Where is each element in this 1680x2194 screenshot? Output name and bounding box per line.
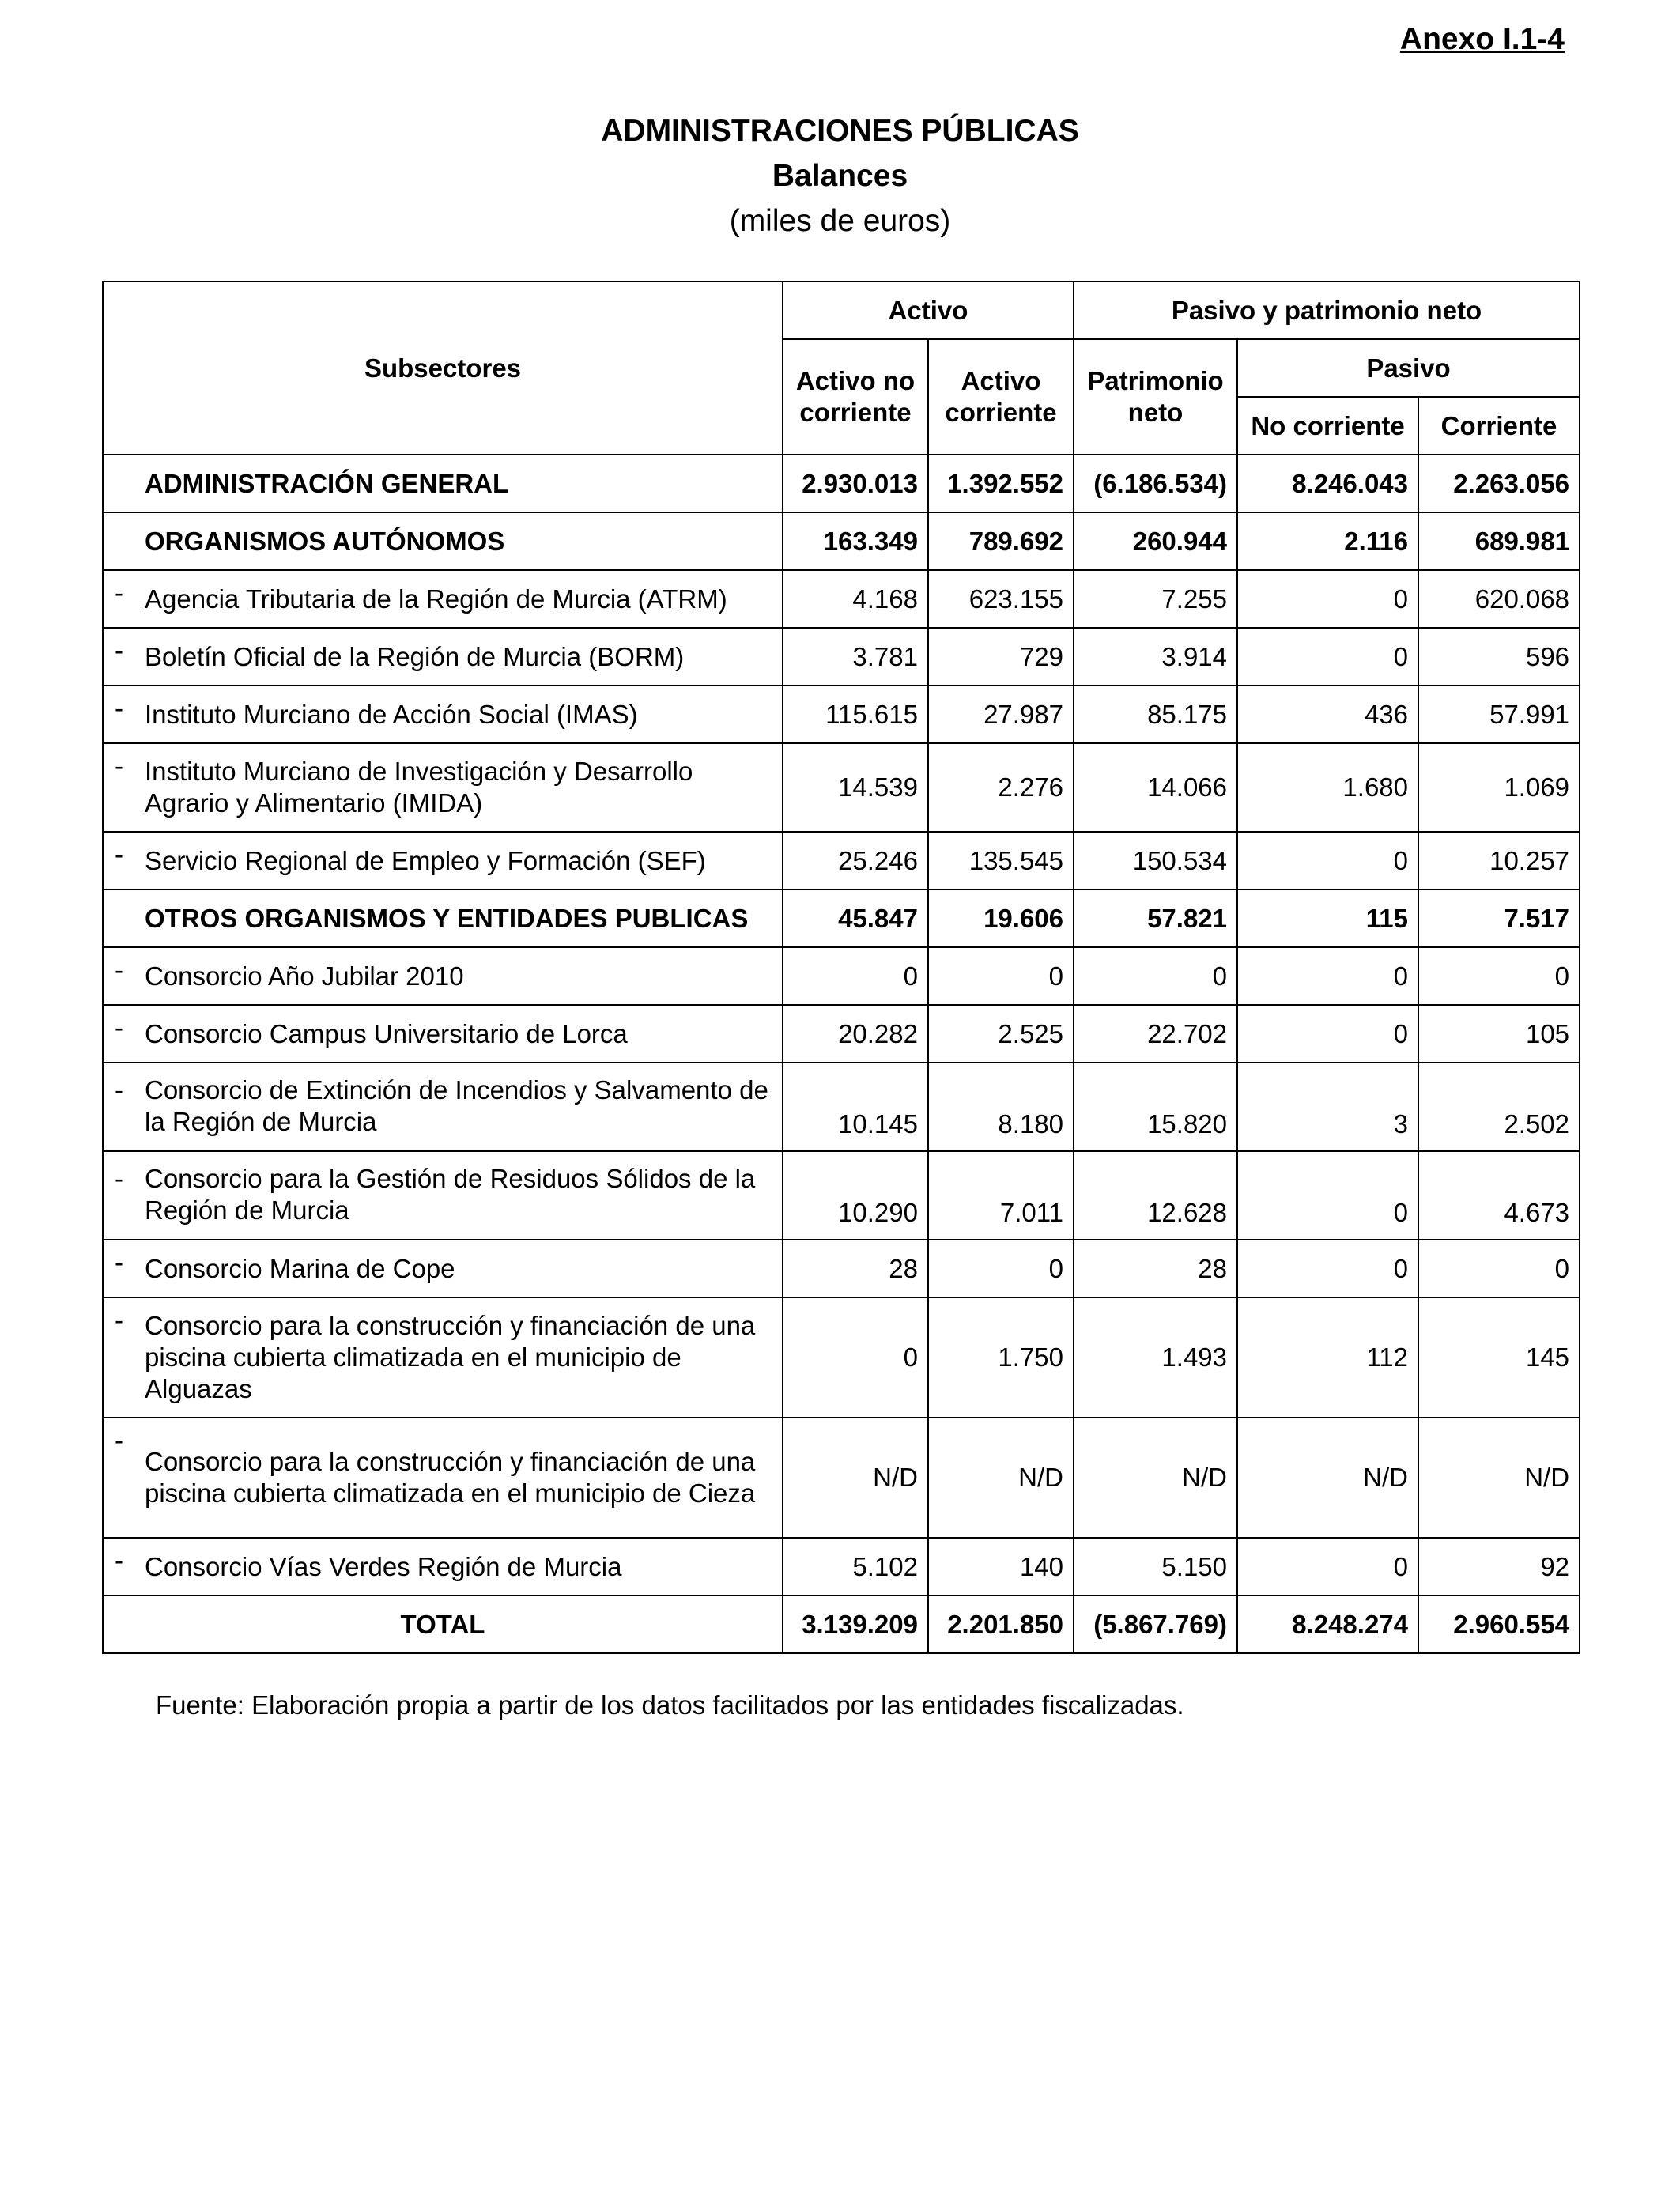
cell-value: 10.257: [1418, 832, 1580, 889]
cell-value: 3.914: [1074, 628, 1237, 685]
cell-value: 0: [928, 947, 1074, 1005]
cell-value: 623.155: [928, 570, 1074, 628]
bullet-dash: -: [115, 1075, 123, 1105]
balances-table: [102, 281, 1580, 1654]
bullet-dash: -: [115, 1013, 123, 1042]
header-no-corriente: No corriente: [1237, 397, 1418, 455]
cell-value: N/D: [1074, 1418, 1237, 1538]
cell-value: 14.066: [1074, 743, 1237, 832]
table-row: [103, 628, 1580, 685]
cell-value: 57.991: [1418, 685, 1580, 743]
table-row: [103, 832, 1580, 889]
row-label: - Consorcio para la Gestión de Residuos Sólidos de la Región de Murcia: [103, 1151, 783, 1240]
cell-value: 0: [1237, 1538, 1418, 1595]
header-activo-no-corriente: Activo no corriente: [783, 339, 928, 455]
row-label: ORGANISMOS AUTÓNOMOS: [103, 512, 783, 570]
cell-value: 105: [1418, 1005, 1580, 1063]
table-row: [103, 455, 1580, 512]
table-row: [103, 1240, 1580, 1297]
cell-value: 1.750: [928, 1297, 1074, 1418]
table-row: [103, 1538, 1580, 1595]
row-label: - Consorcio Año Jubilar 2010: [103, 947, 783, 1005]
row-label: - Instituto Murciano de Investigación y Desarrollo Agrario y Alimentario (IMIDA): [103, 743, 783, 832]
bullet-dash: -: [115, 955, 123, 984]
cell-value: 789.692: [928, 512, 1074, 570]
row-label: - Consorcio para la construcción y financiación de una piscina cubierta climatizada en el municipio de Cieza: [103, 1418, 783, 1538]
table-row: [103, 1005, 1580, 1063]
cell-value: 10.145: [783, 1063, 928, 1151]
header-pasivo: Pasivo: [1237, 339, 1580, 397]
cell-value: 145: [1418, 1297, 1580, 1418]
cell-value: N/D: [783, 1418, 928, 1538]
cell-value: 2.116: [1237, 512, 1418, 570]
cell-value: 7.011: [928, 1151, 1074, 1240]
cell-value: 7.255: [1074, 570, 1237, 628]
cell-value: 3.781: [783, 628, 928, 685]
cell-value: N/D: [1418, 1418, 1580, 1538]
cell-value: 2.276: [928, 743, 1074, 832]
cell-value: N/D: [928, 1418, 1074, 1538]
cell-value: 1.392.552: [928, 455, 1074, 512]
cell-value: 620.068: [1418, 570, 1580, 628]
header-row-1: [103, 281, 1580, 339]
table-row: [103, 1063, 1580, 1151]
table-row: [103, 512, 1580, 570]
cell-value: 4.168: [783, 570, 928, 628]
cell-value: 0: [1237, 570, 1418, 628]
row-label: - Agencia Tributaria de la Región de Murcia (ATRM): [103, 570, 783, 628]
cell-value: 1.680: [1237, 743, 1418, 832]
cell-value: 10.290: [783, 1151, 928, 1240]
cell-value: 112: [1237, 1297, 1418, 1418]
cell-value: 22.702: [1074, 1005, 1237, 1063]
cell-value: 7.517: [1418, 889, 1580, 947]
bullet-dash: -: [115, 1248, 123, 1277]
document-titles: [0, 109, 1680, 244]
row-label: - Consorcio para la construcción y financiación de una piscina cubierta climatizada en el municipio de Alguazas: [103, 1297, 783, 1418]
bullet-dash: -: [115, 1305, 123, 1335]
cell-value: 115: [1237, 889, 1418, 947]
table-row: [103, 1151, 1580, 1240]
cell-value: 0: [1237, 628, 1418, 685]
cell-value: 0: [1074, 947, 1237, 1005]
cell-value: 0: [783, 947, 928, 1005]
cell-value: 2.502: [1418, 1063, 1580, 1151]
cell-value: 0: [1418, 947, 1580, 1005]
cell-value: N/D: [1237, 1418, 1418, 1538]
cell-value: 3: [1237, 1063, 1418, 1151]
total-value: 2.201.850: [928, 1595, 1074, 1653]
header-patrimonio-neto: Patrimonio neto: [1074, 339, 1237, 455]
cell-value: 140: [928, 1538, 1074, 1595]
cell-value: 15.820: [1074, 1063, 1237, 1151]
total-value: 2.960.554: [1418, 1595, 1580, 1653]
cell-value: 12.628: [1074, 1151, 1237, 1240]
row-label: - Consorcio Marina de Cope: [103, 1240, 783, 1297]
total-label: TOTAL: [103, 1595, 783, 1653]
header-activo-corriente: Activo corriente: [928, 339, 1074, 455]
table-row: [103, 685, 1580, 743]
cell-value: 1.493: [1074, 1297, 1237, 1418]
cell-value: 20.282: [783, 1005, 928, 1063]
cell-value: 8.180: [928, 1063, 1074, 1151]
cell-value: 436: [1237, 685, 1418, 743]
cell-value: 163.349: [783, 512, 928, 570]
header-pasivo-patrimonio: Pasivo y patrimonio neto: [1074, 281, 1580, 339]
bullet-dash: -: [115, 1546, 123, 1575]
cell-value: 689.981: [1418, 512, 1580, 570]
cell-value: 92: [1418, 1538, 1580, 1595]
cell-value: 2.525: [928, 1005, 1074, 1063]
cell-value: 19.606: [928, 889, 1074, 947]
table-row: [103, 1418, 1580, 1538]
bullet-dash: -: [115, 1164, 123, 1193]
total-value: 3.139.209: [783, 1595, 928, 1653]
source-note: Fuente: Elaboración propia a partir de los datos facilitados por las entidades fiscalizadas.: [156, 1690, 1184, 1720]
table-row: [103, 889, 1580, 947]
cell-value: 4.673: [1418, 1151, 1580, 1240]
cell-value: 0: [1237, 1240, 1418, 1297]
row-label: OTROS ORGANISMOS Y ENTIDADES PUBLICAS: [103, 889, 783, 947]
table-row: [103, 947, 1580, 1005]
cell-value: (6.186.534): [1074, 455, 1237, 512]
cell-value: 1.069: [1418, 743, 1580, 832]
annex-label: Anexo I.1-4: [1399, 22, 1565, 56]
page-subtitle: Balances: [772, 159, 908, 193]
cell-value: 5.150: [1074, 1538, 1237, 1595]
cell-value: 2.930.013: [783, 455, 928, 512]
cell-value: 596: [1418, 628, 1580, 685]
cell-value: 28: [783, 1240, 928, 1297]
cell-value: 260.944: [1074, 512, 1237, 570]
page-title: ADMINISTRACIONES PÚBLICAS: [601, 114, 1079, 148]
bullet-dash: -: [115, 693, 123, 723]
cell-value: 0: [1237, 1005, 1418, 1063]
row-label: - Instituto Murciano de Acción Social (IMAS): [103, 685, 783, 743]
cell-value: 729: [928, 628, 1074, 685]
cell-value: 0: [1418, 1240, 1580, 1297]
cell-value: 0: [783, 1297, 928, 1418]
table-row: [103, 743, 1580, 832]
total-value: 8.248.274: [1237, 1595, 1418, 1653]
row-label: - Consorcio Vías Verdes Región de Murcia: [103, 1538, 783, 1595]
cell-value: 8.246.043: [1237, 455, 1418, 512]
total-value: (5.867.769): [1074, 1595, 1237, 1653]
cell-value: 115.615: [783, 685, 928, 743]
table-row: [103, 570, 1580, 628]
cell-value: 45.847: [783, 889, 928, 947]
row-label: - Servicio Regional de Empleo y Formación (SEF): [103, 832, 783, 889]
row-label: - Consorcio de Extinción de Incendios y Salvamento de la Región de Murcia: [103, 1063, 783, 1151]
cell-value: 14.539: [783, 743, 928, 832]
cell-value: 2.263.056: [1418, 455, 1580, 512]
cell-value: 0: [1237, 832, 1418, 889]
row-label: - Consorcio Campus Universitario de Lorca: [103, 1005, 783, 1063]
cell-value: 25.246: [783, 832, 928, 889]
bullet-dash: -: [115, 636, 123, 665]
header-subsectores: Subsectores: [103, 281, 783, 455]
table-row: [103, 1297, 1580, 1418]
cell-value: 0: [928, 1240, 1074, 1297]
cell-value: 5.102: [783, 1538, 928, 1595]
row-label: - Boletín Oficial de la Región de Murcia (BORM): [103, 628, 783, 685]
bullet-dash: -: [115, 578, 123, 607]
bullet-dash: -: [115, 840, 123, 869]
units-caption: (miles de euros): [729, 204, 951, 238]
cell-value: 57.821: [1074, 889, 1237, 947]
cell-value: 27.987: [928, 685, 1074, 743]
cell-value: 135.545: [928, 832, 1074, 889]
bullet-dash: -: [115, 751, 123, 780]
cell-value: 0: [1237, 947, 1418, 1005]
cell-value: 85.175: [1074, 685, 1237, 743]
cell-value: 150.534: [1074, 832, 1237, 889]
total-row: [103, 1595, 1580, 1653]
cell-value: 28: [1074, 1240, 1237, 1297]
bullet-dash: -: [115, 1426, 123, 1455]
row-label: ADMINISTRACIÓN GENERAL: [103, 455, 783, 512]
header-activo: Activo: [783, 281, 1074, 339]
header-corriente: Corriente: [1418, 397, 1580, 455]
cell-value: 0: [1237, 1151, 1418, 1240]
